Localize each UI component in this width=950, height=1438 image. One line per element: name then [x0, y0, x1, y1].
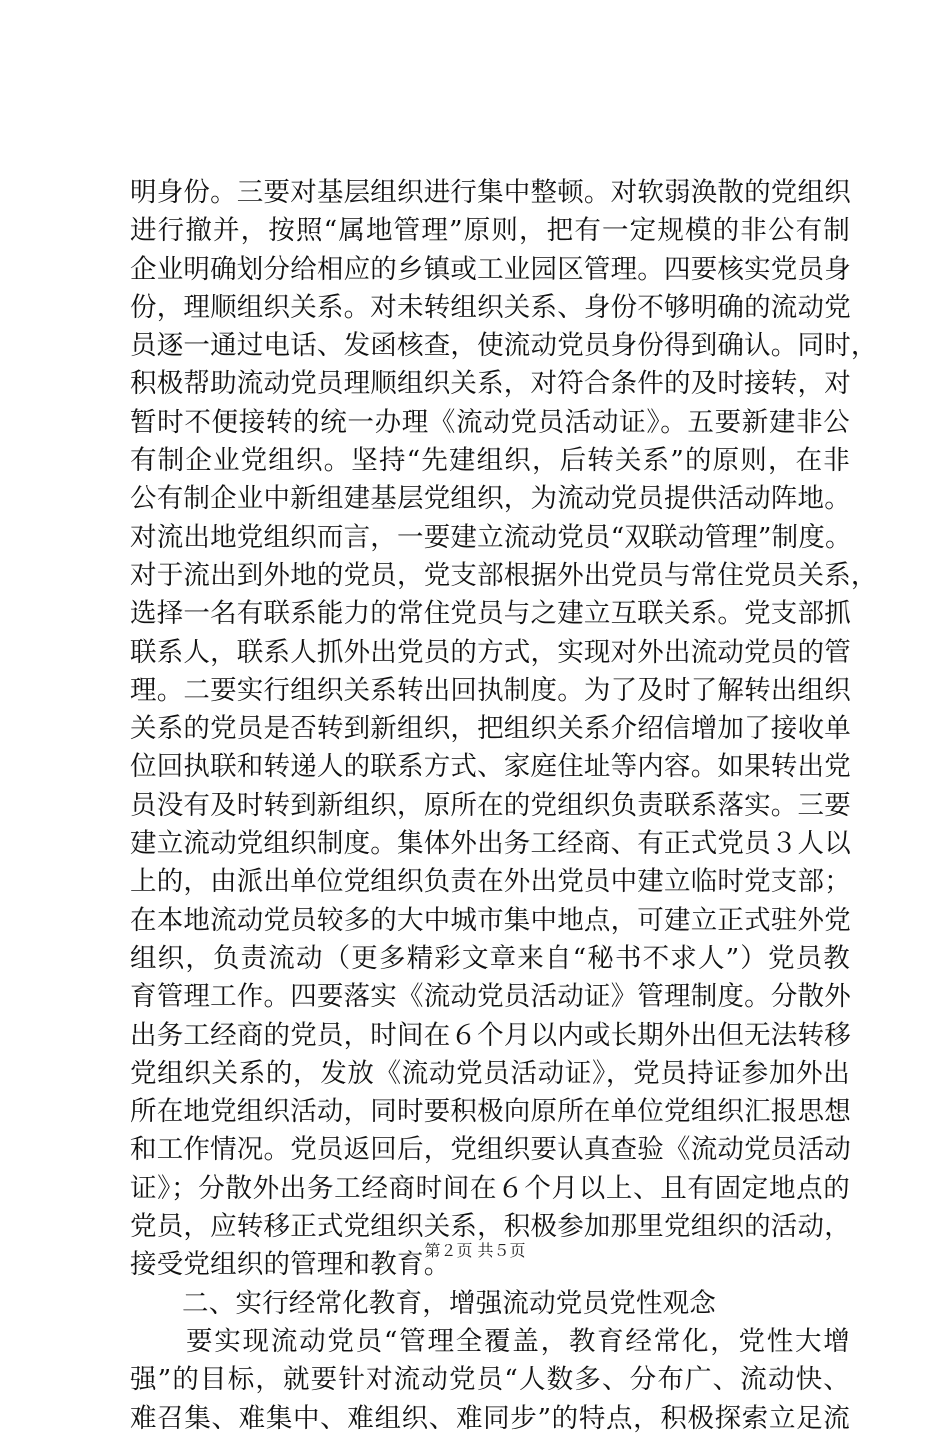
body-line: 建立流动党组织制度。集体外出务工经商、有正式党员３人以 — [130, 828, 851, 860]
body-line: 明身份。三要对基层组织进行集中整顿。对软弱涣散的党组织 — [130, 177, 851, 208]
body-line: 有制企业党组织。坚持“先建组织，后转关系”的原则，在非 — [130, 445, 850, 477]
page-number-footer: 第２页 共５页 — [424, 1241, 526, 1260]
body-line: 证》；分散外出务工经商时间在６个月以上、且有固定地点的 — [130, 1172, 850, 1204]
body-line: 要实现流动党员“管理全覆盖，教育经常化，党性大增 — [186, 1325, 850, 1357]
body-line: 难召集、难集中、难组织、难同步”的特点，积极探索立足流 — [130, 1402, 850, 1434]
body-line: 在本地流动党员较多的大中城市集中地点，可建立正式驻外党 — [130, 904, 851, 936]
body-line: 员逐一通过电话、发函核查，使流动党员身份得到确认。同时， — [130, 330, 878, 362]
body-line: 对于流出到外地的党员，党支部根据外出党员与常住党员关系， — [130, 559, 878, 591]
section-heading: 二、实行经常化教育，增强流动党员党性观念 — [182, 1287, 716, 1319]
body-line: 关系的党员是否转到新组织，把组织关系介绍信增加了接收单 — [130, 713, 851, 745]
body-line: 组织，负责流动（更多精彩文章来自“秘书不求人”）党员教 — [130, 942, 850, 974]
body-line: 位回执联和转递人的联系方式、家庭住址等内容。如果转出党 — [130, 751, 851, 783]
body-line: 强”的目标，就要针对流动党员“人数多、分布广、流动快、 — [130, 1364, 850, 1396]
body-line: 育管理工作。四要落实《流动党员活动证》管理制度。分散外 — [130, 981, 851, 1013]
body-line: 联系人，联系人抓外出党员的方式，实现对外出流动党员的管 — [130, 636, 851, 668]
body-line: 所在地党组织活动，同时要积极向原所在单位党组织汇报思想 — [130, 1096, 851, 1128]
body-line: 份，理顺组织关系。对未转组织关系、身份不够明确的流动党 — [130, 291, 851, 323]
body-line: 理。二要实行组织关系转出回执制度。为了及时了解转出组织 — [130, 674, 851, 706]
body-line: 对流出地党组织而言，一要建立流动党员“双联动管理”制度。 — [130, 521, 852, 553]
body-line: 上的，由派出单位党组织负责在外出党员中建立临时党支部； — [130, 866, 851, 898]
body-line: 暂时不便接转的统一办理《流动党员活动证》。五要新建非公 — [130, 406, 850, 438]
body-line: 选择一名有联系能力的常住党员与之建立互联关系。党支部抓 — [130, 598, 851, 630]
body-line: 党员，应转移正式党组织关系，积极参加那里党组织的活动， — [130, 1211, 851, 1243]
body-line: 和工作情况。党员返回后，党组织要认真查验《流动党员活动 — [130, 1134, 851, 1166]
body-line: 员没有及时转到新组织，原所在的党组织负责联系落实。三要 — [130, 789, 851, 821]
body-line: 进行撤并，按照“属地管理”原则，把有一定规模的非公有制 — [130, 215, 850, 247]
body-line: 出务工经商的党员，时间在６个月以内或长期外出但无法转移 — [130, 1019, 851, 1051]
body-line: 企业明确划分给相应的乡镇或工业园区管理。四要核实党员身 — [130, 253, 851, 285]
body-line: 接受党组织的管理和教育。 — [130, 1249, 451, 1281]
body-line: 积极帮助流动党员理顺组织关系，对符合条件的及时接转，对 — [130, 368, 851, 400]
body-line: 公有制企业中新组建基层党组织，为流动党员提供活动阵地。 — [130, 483, 851, 515]
body-line: 党组织关系的，发放《流动党员活动证》，党员持证参加外出 — [130, 1057, 850, 1089]
